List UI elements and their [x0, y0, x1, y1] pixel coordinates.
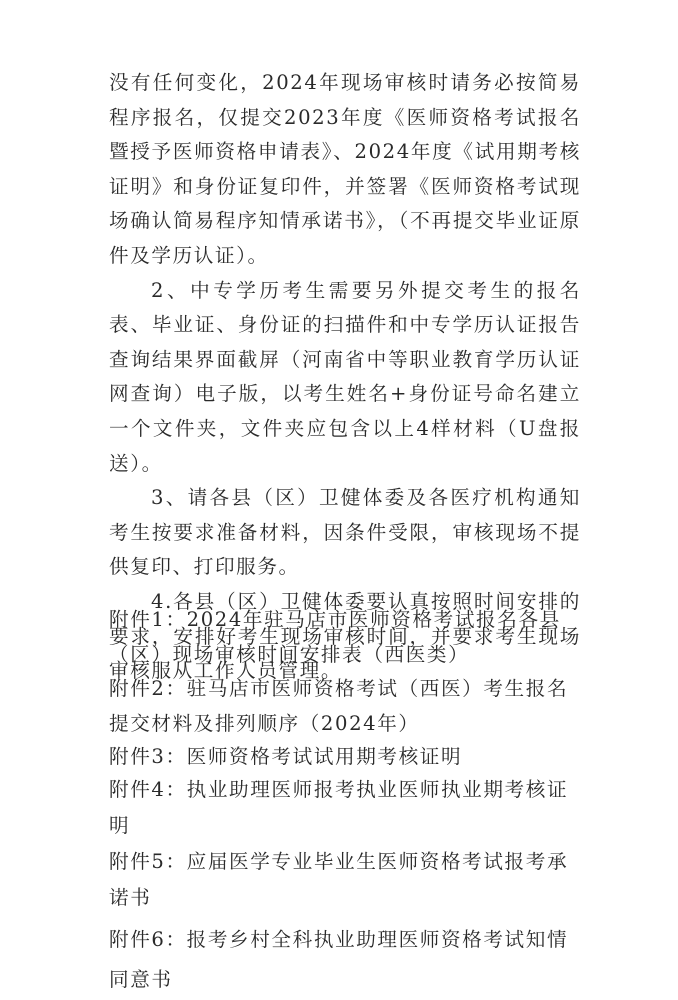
attachment-label: 附件2：	[109, 677, 187, 701]
attachment-5	[109, 844, 589, 916]
attachment-2	[109, 672, 589, 741]
attachment-label: 附件4：	[109, 778, 187, 802]
attachment-title: 2024年驻马店市医师资格考试报名各县（区）现场审核时间安排表（西医类）	[109, 608, 561, 666]
attachment-title: 应届医学专业毕业生医师资格考试报考承诺书	[109, 850, 569, 910]
attachment-3	[109, 741, 589, 772]
attachment-label: 附件1：	[109, 608, 187, 631]
paragraph-continued: 没有任何变化，2024年现场审核时请务必按简易程序报名，仅提交2023年度《医师资格考试报名暨授予医师资格申请表》、2024年度《试用期考核证明》和身份证复印件，并签署《医师资格考试现场确认简易程序知情承诺书》，（不再提交毕业证原件及学历认证）。	[109, 71, 581, 267]
paragraph-item-4: 4.各县（区）卫健体委要认真按照时间安排的要求，安排好考生现场审核时间，并要求考生现场审核服从工作人员管理。	[109, 589, 581, 683]
attachment-title: 执业助理医师报考执业医师执业期考核证明	[109, 778, 569, 838]
document-body	[109, 66, 581, 689]
paragraph-item-3: 3、请各县（区）卫健体委及各医疗机构通知考生按要求准备材料，因条件受限，审核现场不提供复印、打印服务。	[109, 486, 581, 579]
attachment-1	[109, 603, 589, 672]
attachment-title: 报考乡村全科执业助理医师资格考试知情同意书	[109, 928, 569, 992]
attachment-label: 附件3：	[109, 745, 187, 769]
attachment-6	[109, 920, 589, 1000]
attachment-4	[109, 772, 589, 844]
attachment-title: 驻马店市医师资格考试（西医）考生报名提交材料及排列顺序（2024年）	[109, 677, 569, 735]
attachments-list	[109, 603, 589, 1000]
attachment-label: 附件6：	[109, 928, 187, 952]
attachment-title: 医师资格考试试用期考核证明	[186, 745, 463, 769]
attachment-label: 附件5：	[109, 850, 187, 874]
paragraph-item-2: 2、中专学历考生需要另外提交考生的报名表、毕业证、身份证的扫描件和中专学历认证报告查询结果界面截屏（河南省中等职业教育学历认证网查询）电子版，以考生姓名+身份证号命名建立一个文件夹，文件夹应包含以上4样材料（U盘报送）。	[109, 278, 581, 475]
